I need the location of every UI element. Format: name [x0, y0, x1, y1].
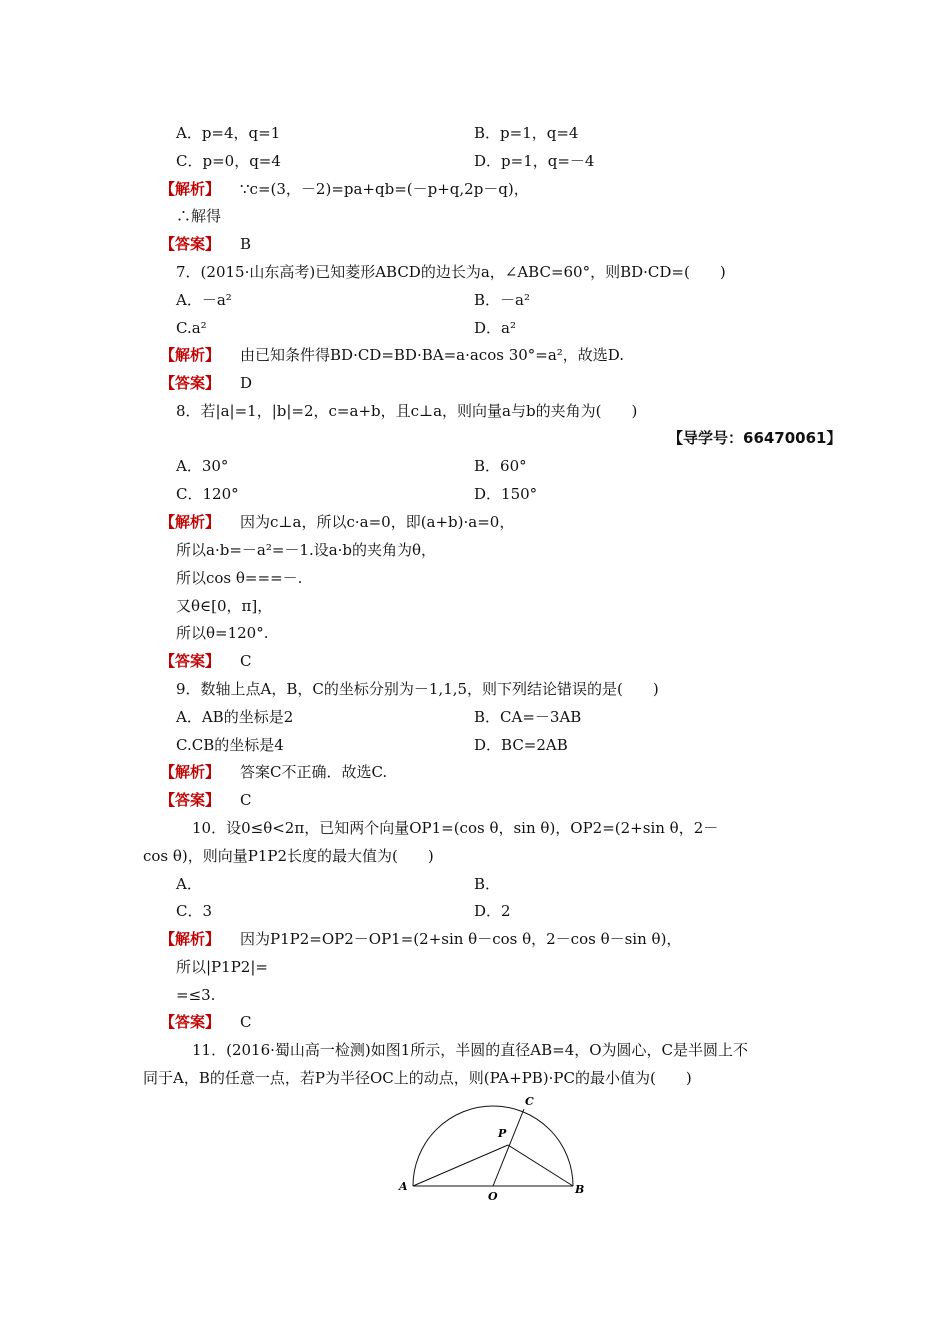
- analysis-label: 【解析】: [160, 346, 221, 364]
- q7-analysis: [160, 345, 624, 365]
- q6-option-d: D．p=1，q=－4: [474, 152, 595, 170]
- q10-analysis-line2: 所以|P1P2|=: [176, 958, 268, 976]
- q11-stem-line1: 11．(2016·蜀山高一检测)如图1所示，半圆的直径AB=4，O为圆心，C是半圆上不: [192, 1041, 749, 1059]
- q7-answer-value: D: [240, 374, 253, 392]
- q6-option-b: B．p=1，q=4: [474, 124, 579, 142]
- segment-pb: [508, 1145, 573, 1186]
- q10-analysis-line3: =≤3.: [176, 986, 216, 1004]
- q8-analysis-text: 因为c⊥a，所以c·a=0，即(a+b)·a=0，: [240, 513, 515, 531]
- label-c: C: [525, 1095, 534, 1108]
- q8-analysis: [160, 512, 514, 532]
- q7-option-a: A．－a²: [176, 291, 232, 309]
- q10-answer: [160, 1012, 252, 1032]
- analysis-label: 【解析】: [160, 513, 221, 531]
- q9-option-a: A．AB的坐标是2: [176, 708, 294, 726]
- q8-answer: [160, 651, 252, 671]
- q7-option-b: B．－a²: [474, 291, 530, 309]
- q8-analysis-line3: 所以cos θ===－.: [176, 569, 303, 587]
- q9-option-d: D．BC=2AB: [474, 736, 568, 754]
- analysis-label: 【解析】: [160, 763, 221, 781]
- q7-analysis-text: 由已知条件得BD·CD=BD·BA=a·acos 30°=a²，故选D.: [240, 346, 625, 364]
- label-b: B: [575, 1183, 585, 1196]
- q6-analysis: [160, 179, 529, 199]
- analysis-label: 【解析】: [160, 930, 221, 948]
- q10-stem-line2: cos θ)，则向量P1P2长度的最大值为( ): [143, 847, 434, 865]
- q8-stem: 8．若|a|=1，|b|=2，c=a+b，且c⊥a，则向量a与b的夹角为( ): [176, 402, 638, 420]
- q7-option-d: D．a²: [474, 319, 516, 337]
- q7-answer: [160, 373, 252, 393]
- q9-stem: 9．数轴上点A，B，C的坐标分别为－1,1,5，则下列结论错误的是( ): [176, 680, 659, 698]
- q6-option-c: C．p=0，q=4: [176, 152, 281, 170]
- q8-option-c: C．120°: [176, 485, 239, 503]
- q11-stem-line2: 同于A，B的任意一点，若P为半径OC上的动点，则(PA+PB)·PC的最小值为( ): [143, 1069, 692, 1087]
- radius-oc: [493, 1109, 524, 1186]
- q6-analysis-text: ∵c=(3，－2)=pa+qb=(－p+q,2p－q)，: [240, 180, 529, 198]
- segment-pa: [413, 1145, 508, 1186]
- q8-analysis-line5: 所以θ=120°.: [176, 624, 269, 642]
- q6-answer-value: B: [240, 235, 252, 253]
- q10-analysis: [160, 929, 681, 949]
- q9-option-b: B．CA=－3AB: [474, 708, 582, 726]
- q8-option-d: D．150°: [474, 485, 538, 503]
- q7-option-c: C.a²: [176, 319, 207, 337]
- q8-analysis-line2: 所以a·b=－a²=－1.设a·b的夹角为θ，: [176, 541, 437, 559]
- q10-analysis-text: 因为P1P2=OP2－OP1=(2+sin θ－cos θ，2－cos θ－sin θ)，: [240, 930, 682, 948]
- q10-option-d: D．2: [474, 902, 511, 920]
- semicircle-figure: [390, 1090, 600, 1205]
- label-a: A: [399, 1180, 408, 1193]
- q9-answer: [160, 790, 252, 810]
- q9-answer-value: C: [240, 791, 252, 809]
- semicircle-arc: [413, 1106, 573, 1186]
- q10-option-a: A．: [176, 875, 202, 893]
- q6-answer: [160, 234, 251, 254]
- q9-option-c: C.CB的坐标是4: [176, 736, 284, 754]
- q8-option-a: A．30°: [176, 457, 229, 475]
- answer-label: 【答案】: [160, 791, 221, 809]
- q10-option-b: B．: [474, 875, 501, 893]
- q6-option-a: A．p=4，q=1: [176, 124, 281, 142]
- q8-answer-value: C: [240, 652, 252, 670]
- q9-analysis-text: 答案C不正确．故选C.: [240, 763, 388, 781]
- answer-label: 【答案】: [160, 652, 221, 670]
- q9-analysis: [160, 762, 387, 782]
- q6-analysis-line2: ∴解得: [176, 207, 222, 225]
- q10-stem-line1: 10．设0≤θ<2π，已知两个向量OP1=(cos θ，sin θ)，OP2=(2+sin θ，2－: [192, 819, 719, 837]
- label-o: O: [488, 1190, 498, 1203]
- q8-guide-number: 【导学号：66470061】: [668, 429, 842, 447]
- label-p: P: [498, 1127, 507, 1140]
- q8-option-b: B．60°: [474, 457, 527, 475]
- q10-answer-value: C: [240, 1013, 252, 1031]
- answer-label: 【答案】: [160, 235, 221, 253]
- answer-label: 【答案】: [160, 1013, 221, 1031]
- answer-label: 【答案】: [160, 374, 221, 392]
- q8-analysis-line4: 又θ∈[0，π]，: [176, 597, 273, 615]
- analysis-label: 【解析】: [160, 180, 221, 198]
- q10-option-c: C．3: [176, 902, 213, 920]
- q7-stem: 7．(2015·山东高考)已知菱形ABCD的边长为a，∠ABC=60°，则BD·CD=( ): [176, 263, 726, 281]
